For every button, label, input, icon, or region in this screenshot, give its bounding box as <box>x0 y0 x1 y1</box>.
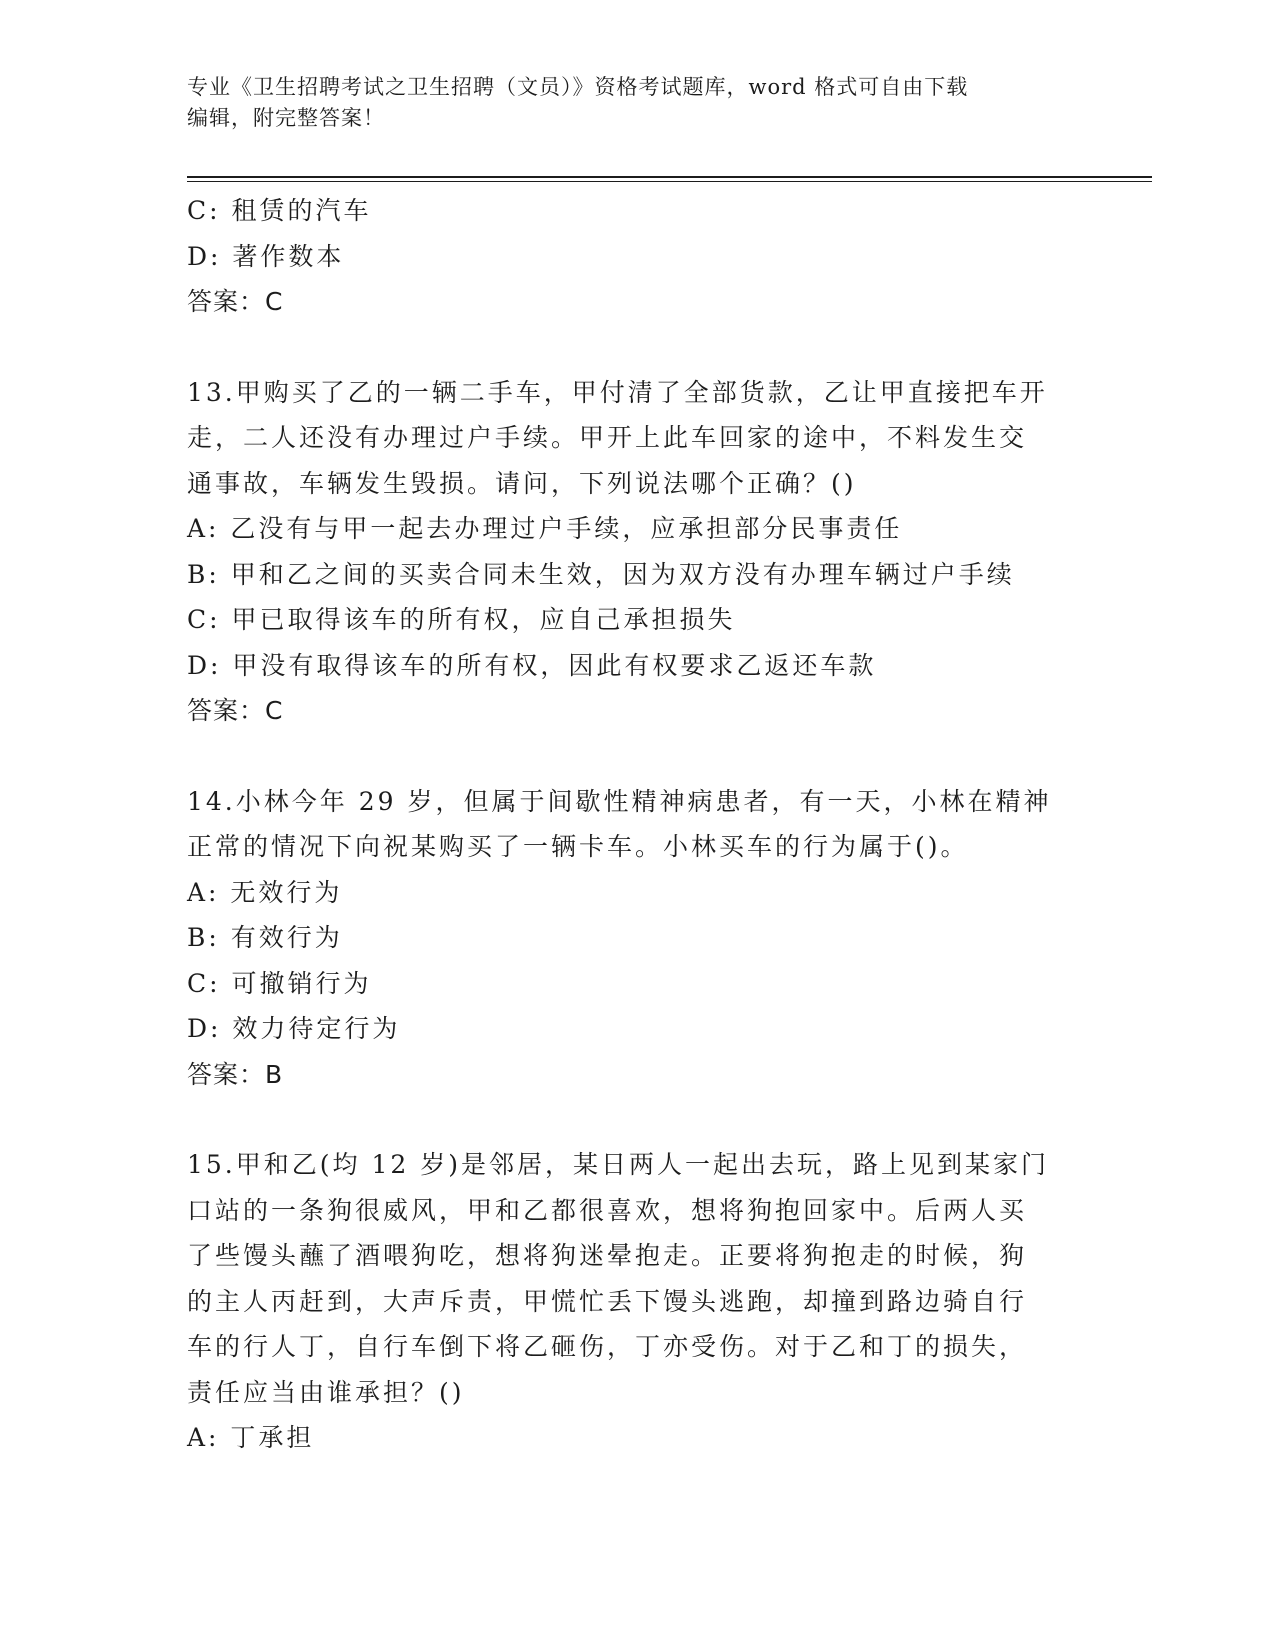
option-d: D: 甲没有取得该车的所有权，因此有权要求乙返还车款 <box>187 650 877 680</box>
header-divider-thick <box>187 176 1152 178</box>
question-stem-line: 的主人丙赶到，大声斥责，甲慌忙丢下馒头逃跑，却撞到路边骑自行 <box>187 1286 1028 1316</box>
question-stem-line: 14.小林今年 29 岁，但属于间歇性精神病患者，有一天，小林在精神 <box>187 786 1052 816</box>
option-d: D: 效力待定行为 <box>187 1014 401 1043</box>
spacer <box>187 1097 1087 1142</box>
header-line-2: 编辑，附完整答案！ <box>187 106 385 130</box>
question-stem-line: 15.甲和乙(均 12 岁)是邻居，某日两人一起出去玩，路上见到某家门 <box>187 1150 1049 1179</box>
question-list <box>187 188 1087 1461</box>
answer-line: 答案：C <box>187 696 284 725</box>
option-a: A: 乙没有与甲一起去办理过户手续，应承担部分民事责任 <box>187 514 903 543</box>
option-c: C: 可撤销行为 <box>187 968 372 998</box>
question-14 <box>187 779 1087 1098</box>
question-15 <box>187 1142 1087 1461</box>
question-stem-line: 正常的情况下向祝某购买了一辆卡车。小林买车的行为属于()。 <box>187 832 969 861</box>
question-stem-line: 13.甲购买了乙的一辆二手车，甲付清了全部货款，乙让甲直接把车开 <box>187 377 1048 407</box>
question-stem-line: 车的行人丁，自行车倒下将乙砸伤，丁亦受伤。对于乙和丁的损失， <box>187 1332 1028 1361</box>
question-stem-line: 责任应当由谁承担？() <box>187 1377 465 1407</box>
option-b: B: 有效行为 <box>187 923 343 952</box>
option-a: A: 丁承担 <box>187 1423 315 1452</box>
question-stem-line: 通事故，车辆发生毁损。请问，下列说法哪个正确？() <box>187 468 857 498</box>
header-divider-thin <box>187 181 1152 182</box>
spacer <box>187 734 1087 779</box>
option-b: B: 甲和乙之间的买卖合同未生效，因为双方没有办理车辆过户手续 <box>187 559 1015 589</box>
option-a: A: 无效行为 <box>187 877 343 907</box>
question-stem-line: 走，二人还没有办理过户手续。甲开上此车回家的途中，不料发生交 <box>187 423 1028 452</box>
answer-line: 答案：C <box>187 287 284 316</box>
question-12 <box>187 188 1087 325</box>
answer-line: 答案：B <box>187 1059 284 1089</box>
question-stem-line: 口站的一条狗很威风，甲和乙都很喜欢，想将狗抱回家中。后两人买 <box>187 1195 1028 1225</box>
option-c: C: 甲已取得该车的所有权，应自己承担损失 <box>187 605 736 634</box>
header-line-1: 专业《卫生招聘考试之卫生招聘（文员）》资格考试题库，word 格式可自由下载 <box>187 75 969 99</box>
question-13 <box>187 370 1087 734</box>
spacer <box>187 325 1087 370</box>
option-c: C: 租赁的汽车 <box>187 196 372 225</box>
document-header <box>187 72 1067 134</box>
question-stem-line: 了些馒头蘸了酒喂狗吃，想将狗迷晕抱走。正要将狗抱走的时候，狗 <box>187 1241 1028 1270</box>
option-d: D: 著作数本 <box>187 241 345 271</box>
